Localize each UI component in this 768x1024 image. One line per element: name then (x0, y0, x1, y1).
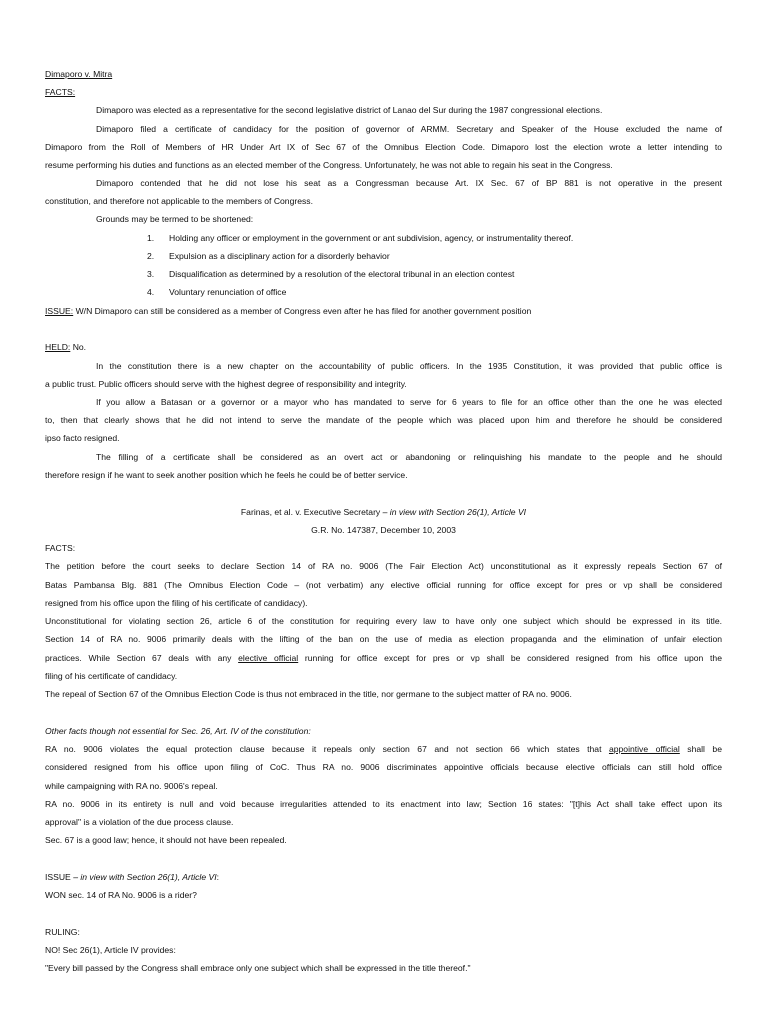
case2-ruling-line-1: NO! Sec 26(1), Article IV provides: (45, 945, 176, 955)
list-item-text: Voluntary renunciation of office (169, 287, 287, 297)
appointive-official-underlined: appointive official (608, 744, 680, 754)
case1-issue (45, 302, 531, 320)
case1-title: Dimaporo v. Mitra (45, 69, 113, 79)
case2-facts-paragraph-2-line-1: Unconstitutional for violating section 26, article 6 of the constitution for requiring every law to have only one subject which should be expressed in its title. (45, 616, 722, 626)
case1-held-paragraph-2-line-3: ipso facto resigned. (45, 433, 120, 443)
case2-other-facts-1-line-2: considered resigned from his office upon filing of CoC. Thus RA no. 9006 discriminates appointive officials because elective officials can still hold office (45, 762, 722, 772)
elective-official-underlined: elective official (238, 653, 299, 663)
case1-held (45, 338, 86, 356)
list-item-text: Disqualification as determined by a resolution of the electoral tribunal in an election contest (169, 269, 515, 279)
case1-facts-paragraph-3-line-1: Dimaporo contended that he did not lose his seat as a Congressman because Art. IX Sec. 67 of BP 881 is not operative in the present (96, 178, 722, 188)
list-item-number: 3. (147, 269, 155, 279)
case2-gr-number: G.R. No. 147387, December 10, 2003 (311, 525, 456, 535)
list-item-text: Expulsion as a disciplinary action for a disorderly behavior (169, 251, 390, 261)
case1-facts-paragraph-2-line-3: resume performing his duties and functions as an elected member of the Congress. Unfortunately, he was not able to regain his seat in the Congress. (45, 160, 613, 170)
case1-issue-text: W/N Dimaporo can still be considered as a member of Congress even after he has filed for another government position (73, 306, 532, 316)
case1-held-paragraph-1-line-1: In the constitution there is a new chapter on the accountability of public officers. In the 1935 Constitution, it was provided that public office is (96, 361, 722, 371)
case1-held-label: HELD: (45, 342, 71, 352)
case1-held-paragraph-3-line-1: The filling of a certificate shall be considered as an overt act or abandoning or relinquishing his mandate to the people and he should (96, 452, 722, 462)
case2-facts-paragraph-1-line-2: Batas Pambansa Blg. 881 (The Omnibus Election Code – (not verbatim) any elective official running for office except for pres or vp shall be considered (45, 580, 722, 590)
case2-other-facts-1-line-3: while campaigning with RA no. 9006's repeal. (45, 781, 218, 791)
case1-grounds-intro: Grounds may be termed to be shortened: (96, 214, 254, 224)
case2-other-facts-3: Sec. 67 is a good law; hence, it should not have been repealed. (45, 835, 287, 845)
case2-facts-paragraph-1-line-1: The petition before the court seeks to declare Section 14 of RA no. 9006 (The Fair Election Act) unconstitutional as it expressly repeals Section 67 of (45, 561, 722, 571)
list-item-number: 4. (147, 287, 155, 297)
case2-ruling-quote: "Every bill passed by the Congress shall embrace only one subject which shall be expressed in the title thereof." (45, 963, 471, 973)
case2-issue-heading: ISSUE – in view with Section 26(1), Article VI: (45, 872, 220, 882)
case1-facts-paragraph-1: Dimaporo was elected as a representative for the second legislative district of Lanao del Sur during the 1987 congressional elections. (96, 105, 603, 115)
case2-other-facts-2-line-1: RA no. 9006 in its entirety is null and void because irregularities attended to its enactment into law; Section 16 states: "[t]his Act shall take effect upon its (45, 799, 722, 809)
case2-facts-paragraph-3: The repeal of Section 67 of the Omnibus Election Code is thus not embraced in the title, nor germane to the subject matter of RA no. 9006. (45, 689, 572, 699)
case1-held-paragraph-2-line-2: to, then that clearly shows that he did not intend to serve the mandate of the people which was placed upon him and therefore he should be considered (45, 415, 722, 425)
case2-issue-question: WON sec. 14 of RA No. 9006 is a rider? (45, 890, 197, 900)
case2-facts-paragraph-2-line-2: Section 14 of RA no. 9006 primarily deals with the lifting of the ban on the use of media as election propaganda and the elimination of unfair election (45, 634, 722, 644)
case1-issue-label: ISSUE: (45, 306, 74, 316)
case2-title (45, 503, 722, 521)
case2-title-reference: – in view with Section 26(1), Article VI (380, 507, 527, 517)
list-item-number: 1. (147, 233, 155, 243)
case2-facts-paragraph-1-line-3: resigned from his office upon the filing of his certificate of candidacy). (45, 598, 308, 608)
list-item-text: Holding any officer or employment in the government or ant subdivision, agency, or instrumentality thereof. (169, 233, 574, 243)
case2-ruling-heading: RULING: (45, 927, 80, 937)
list-item-number: 2. (147, 251, 155, 261)
case2-facts-paragraph-2-line-4: filing of his certificate of candidacy. (45, 671, 178, 681)
case2-facts-paragraph-2-line-3: practices. While Section 67 deals with any elective official running for office except for pres or vp shall be considered resigned from his office upon the (45, 653, 722, 663)
case1-held-paragraph-3-line-2: therefore resign if he want to seek another position which he feels he could be of better service. (45, 470, 408, 480)
case1-facts-paragraph-3-line-2: constitution, and therefore not applicable to the members of Congress. (45, 196, 313, 206)
case1-held-paragraph-1-line-2: a public trust. Public officers should serve with the highest degree of responsibility and integrity. (45, 379, 407, 389)
case2-other-facts-2-line-2: approval" is a violation of the due process clause. (45, 817, 234, 827)
case2-other-facts-heading: Other facts though not essential for Sec. 26, Art. IV of the constitution: (45, 726, 311, 736)
case1-facts-paragraph-2-line-1: Dimaporo filed a certificate of candidacy for the position of governor of ARMM. Secretary and Speaker of the House excluded the name of (96, 124, 722, 134)
case2-facts-heading: FACTS: (45, 543, 76, 553)
case1-facts-heading: FACTS: (45, 87, 76, 97)
case1-held-text: No. (70, 342, 87, 352)
case2-other-facts-1-line-1: RA no. 9006 violates the equal protection clause because it repeals only section 67 and not section 66 which states that appointive official shall be (45, 744, 722, 754)
case2-title-name: Farinas, et al. v. Executive Secretary (240, 507, 381, 517)
case1-facts-paragraph-2-line-2: Dimaporo from the Roll of Members of HR Under Art IX of Sec 67 of the Omnibus Election Code. Dimaporo lost the election wrote a letter intending to (45, 142, 722, 152)
case1-held-paragraph-2-line-1: If you allow a Batasan or a governor or a mayor who has mandated to serve for 6 years to file for an office other than the one he was elected (96, 397, 722, 407)
